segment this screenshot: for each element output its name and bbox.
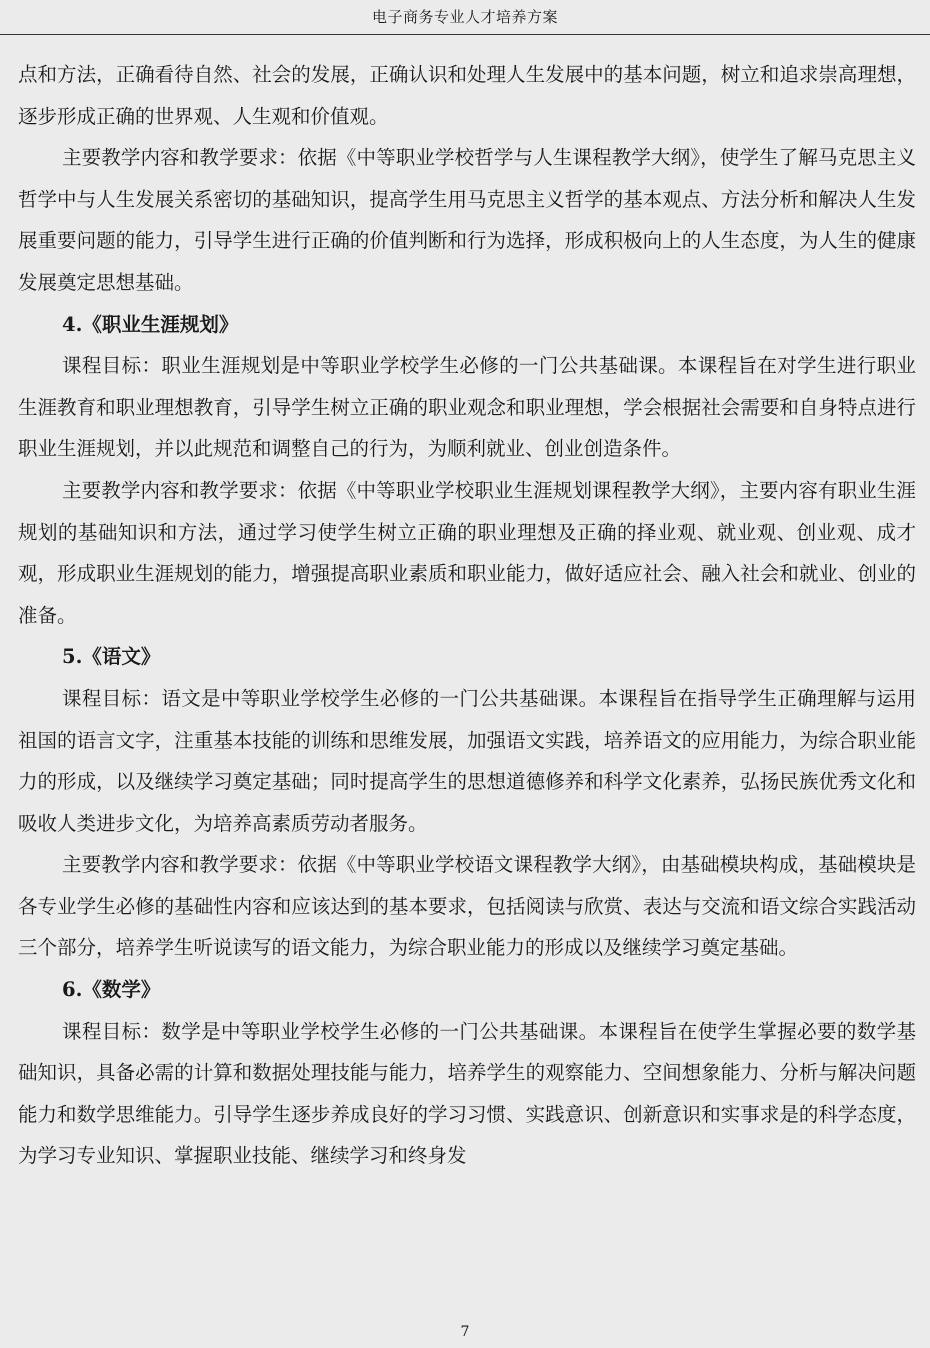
paragraph-chinese-content: 主要教学内容和教学要求：依据《中等职业学校语文课程教学大纲》，由基础模块构成，基础模块是各专业学生必修的基础性内容和应该达到的基本要求，包括阅读与欣赏、表达与交流和语文综合实践活动三个部分，培养学生听说读写的语文能力，为综合职业能力的形成以及继续学习奠定基础。 bbox=[18, 853, 916, 960]
section-heading-math: 6.《数学》 bbox=[62, 978, 161, 1002]
document-title: 电子商务专业人才培养方案 bbox=[371, 8, 558, 26]
page-number: 7 bbox=[460, 1324, 470, 1340]
paragraph-chinese-goal: 课程目标：语文是中等职业学校学生必修的一门公共基础课。本课程旨在指导学生正确理解与运用祖国的语言文字，注重基本技能的训练和思维发展，加强语文实践，培养语文的应用能力，为综合职业能力的形成，以及继续学习奠定基础；同时提高学生的思想道德修养和科学文化素养，弘扬民族优秀文化和吸收人类进步文化，为培养高素质劳动者服务。 bbox=[18, 686, 916, 835]
section-heading-chinese: 5.《语文》 bbox=[62, 645, 161, 669]
paragraph-intro: 点和方法，正确看待自然、社会的发展，正确认识和处理人生发展中的基本问题，树立和追求崇高理想，逐步形成正确的世界观、人生观和价值观。 bbox=[18, 63, 916, 128]
page-header bbox=[0, 0, 930, 35]
section-heading-career-planning: 4.《职业生涯规划》 bbox=[62, 312, 239, 336]
paragraph-philosophy-content: 主要教学内容和教学要求：依据《中等职业学校哲学与人生课程教学大纲》，使学生了解马克思主义哲学中与人生发展关系密切的基础知识，提高学生用马克思主义哲学的基本观点、方法分析和解决人生发展重要问题的能力，引导学生进行正确的价值判断和行为选择，形成积极向上的人生态度，为人生的健康发展奠定思想基础。 bbox=[18, 146, 916, 294]
paragraph-math-goal: 课程目标：数学是中等职业学校学生必修的一门公共基础课。本课程旨在使学生掌握必要的数学基础知识，具备必需的计算和数据处理技能与能力，培养学生的观察能力、空间想象能力、分析与解决问题能力和数学思维能力。引导学生逐步养成良好的学习习惯、实践意识、创新意识和实事求是的科学态度，为学习专业知识、掌握职业技能、继续学习和终身发 bbox=[18, 1019, 916, 1168]
paragraph-career-content: 主要教学内容和教学要求：依据《中等职业学校职业生涯规划课程教学大纲》，主要内容有职业生涯规划的基础知识和方法，通过学习使学生树立正确的职业理想及正确的择业观、就业观、创业观、成才观，形成职业生涯规划的能力，增强提高职业素质和职业能力，做好适应社会、融入社会和就业、创业的准备。 bbox=[18, 478, 916, 627]
page-footer bbox=[0, 1322, 930, 1342]
paragraph-career-goal: 课程目标：职业生涯规划是中等职业学校学生必修的一门公共基础课。本课程旨在对学生进行职业生涯教育和职业理想教育，引导学生树立正确的职业观念和职业理想，学会根据社会需要和自身特点进行职业生涯规划，并以此规范和调整自己的行为，为顺利就业、创业创造条件。 bbox=[18, 354, 916, 461]
document-body bbox=[18, 54, 916, 1177]
